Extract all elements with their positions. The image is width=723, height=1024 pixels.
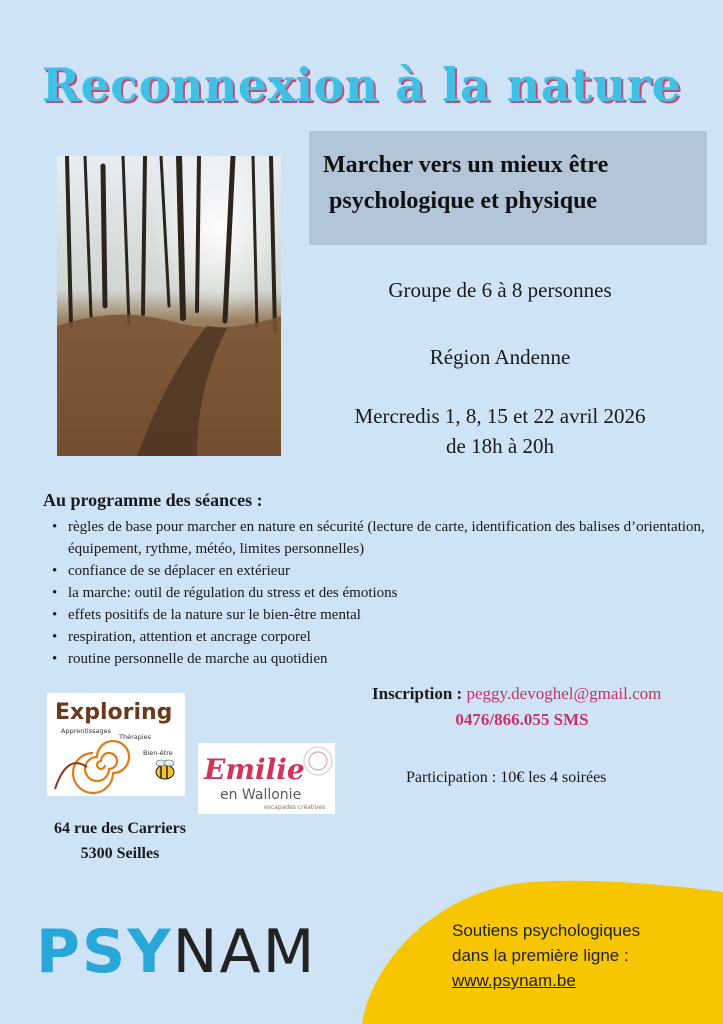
list-item: • règles de base pour marcher en nature en sécurité (lecture de carte, identification des balises d’orientation, équipement, rythme, météo, limites personnelles)	[52, 516, 712, 560]
exploring-logo-tag: Bien-être	[143, 749, 173, 757]
emilie-logo-tagline: escapades créatives	[264, 804, 326, 811]
website-link[interactable]: www.psynam.be	[452, 971, 576, 990]
email-link[interactable]: peggy.devoghel@gmail.com	[466, 684, 662, 703]
participation: Participation : 10€ les 4 soirées	[406, 769, 607, 786]
forest-photo	[57, 156, 281, 456]
support-line-1: Soutiens psychologiques	[452, 921, 641, 940]
exploring-logo	[47, 693, 185, 796]
exploring-logo-tag: Thérapies	[119, 733, 152, 741]
address-line-1: 64 rue des Carriers	[54, 820, 186, 837]
spiral-icon	[73, 741, 129, 793]
bee-icon	[156, 760, 174, 779]
brand-part-2: NAM	[172, 917, 317, 987]
list-item: • routine personnelle de marche au quotidien	[52, 648, 712, 670]
support-line-2: dans la première ligne :	[452, 946, 629, 965]
program-title: Au programme des séances :	[43, 490, 263, 510]
brand-part-1: PSY	[36, 917, 173, 987]
support-text	[452, 918, 712, 993]
subtitle-line-1: Marcher vers un mieux être	[323, 152, 609, 178]
psynam-logo	[36, 916, 316, 988]
phone-number: 0476/866.055 SMS	[455, 710, 589, 729]
emilie-logo	[198, 743, 335, 814]
page-title: Reconnexion à la nature	[41, 58, 682, 112]
exploring-logo-name: Exploring	[55, 700, 173, 725]
inscription	[372, 684, 661, 704]
dates: Mercredis 1, 8, 15 et 22 avril 2026	[354, 404, 646, 428]
inscription-label: Inscription :	[372, 684, 467, 703]
emilie-logo-sub: en Wallonie	[220, 787, 302, 803]
stamp-icon	[304, 747, 332, 775]
region: Région Andenne	[429, 345, 571, 369]
list-item: • confiance de se déplacer en extérieur	[52, 560, 712, 582]
dates-block	[300, 401, 700, 461]
hours: de 18h à 20h	[446, 434, 554, 458]
subtitle-box	[309, 131, 707, 245]
address-line-2: 5300 Seilles	[80, 845, 160, 862]
list-item: • effets positifs de la nature sur le bien-être mental	[52, 604, 712, 626]
list-item: • la marche: outil de régulation du stress et des émotions	[52, 582, 712, 604]
emilie-logo-name: Emilie	[204, 753, 305, 786]
list-item: • respiration, attention et ancrage corporel	[52, 626, 712, 648]
exploring-logo-tag: Apprentissages	[61, 727, 111, 735]
group-size: Groupe de 6 à 8 personnes	[388, 278, 612, 302]
subtitle-line-2: psychologique et physique	[329, 188, 598, 214]
program-list	[52, 516, 712, 670]
address	[30, 816, 210, 866]
